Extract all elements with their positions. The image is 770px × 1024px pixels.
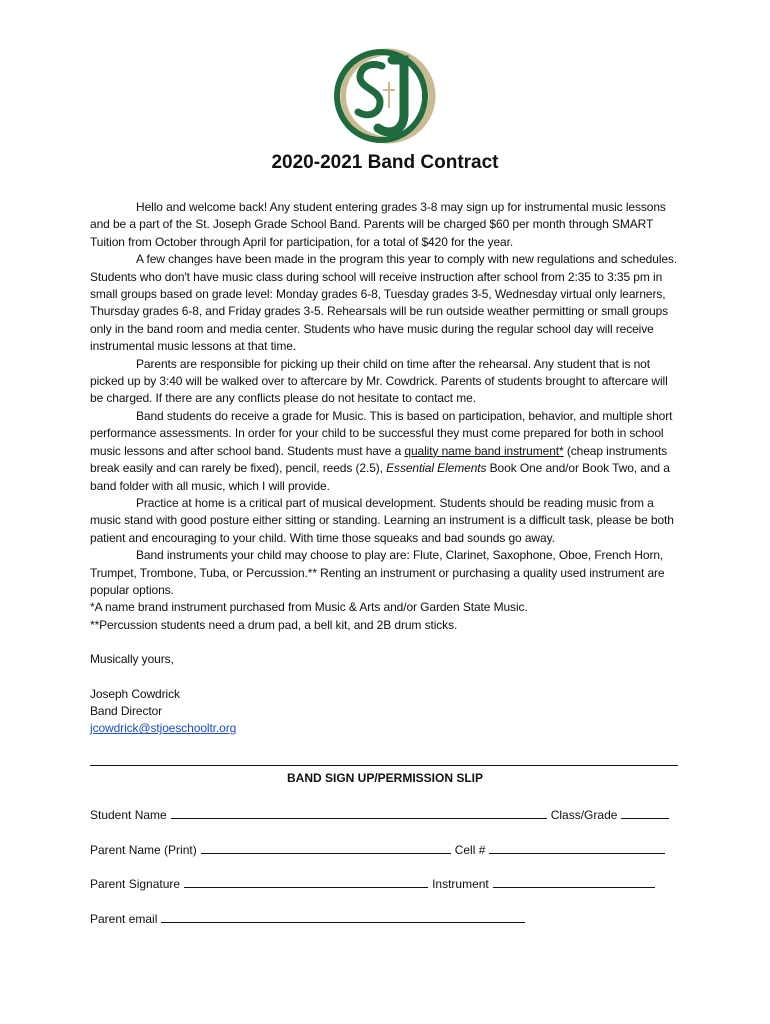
class-grade-field[interactable] [621, 806, 669, 819]
grading-text-b: (cheap instruments break easily and can rarely be fixed), pencil, reeds (2.5), [90, 443, 668, 476]
paragraph-welcome: Hello and welcome back! Any student entering grades 3-8 may sign up for instrumental music lessons and be a part of the St. Joseph Grade School Band. Parents will be charged $60 per month through SMART Tuition from October through April for participation, for a total of $420 for the year. [90, 200, 666, 249]
signoff: Musically yours, [90, 652, 174, 667]
signature-name: Joseph Cowdrick [90, 686, 180, 701]
grading-text-a: Band students do receive a grade for Music. This is based on participation, behavior, and multiple short performance assessments. In order for your child to be successful they must come prepared for both in school music lessons and after school band. Students must have a [90, 408, 673, 458]
email-link[interactable]: jcowdrick@stjoeschooltr.org [90, 721, 237, 736]
class-grade-label: Class/Grade [550, 808, 618, 822]
parent-name-label: Parent Name (Print) [90, 843, 197, 857]
cut-line-divider [90, 765, 678, 766]
instrument-label: Instrument [432, 877, 489, 891]
paragraph-pickup: Parents are responsible for picking up their child on time after the rehearsal. Any student that is not picked up by 3:40 will be walked over to aftercare by Mr. Cowdrick. Parents of students brought to aftercare will be charged. If there are any conflicts please do not hesitate to contact me. [90, 356, 668, 406]
quality-instrument-underline: quality name band instrument* [404, 443, 564, 458]
page-title: 2020-2021 Band Contract [271, 152, 499, 173]
school-logo [332, 44, 438, 150]
signature-row [90, 875, 680, 891]
paragraph-changes: A few changes have been made in the program this year to comply with new regulations and schedules. Students who don't have music class during school will receive instruction after school from 2:35 to 3:35 pm in small groups based on grade level: Monday grades 6-8, Tuesday grades 3-5, Wednesday virtual only learners, Thursday grades 6-8, and Friday grades 3-5. Rehearsals will be run outside weather permitting or small groups only in the band room and media center. Students who have music during the regular school day will receive instrumental music lessons at that time. [90, 252, 678, 354]
email-row [90, 910, 680, 926]
student-row [90, 806, 680, 822]
essential-elements-title: Essential Elements [386, 461, 487, 476]
parent-signature-label: Parent Signature [90, 877, 181, 891]
grading-text-c: Book One and/or Book Two, and a band folder with all music, which I will provide. [90, 461, 670, 493]
letter-body [90, 199, 682, 738]
signature-role: Band Director [90, 703, 163, 718]
parent-signature-field[interactable] [184, 875, 428, 888]
parent-name-row [90, 841, 680, 857]
footnote-brand: *A name brand instrument purchased from Music & Arts and/or Garden State Music. [90, 600, 528, 615]
student-name-label: Student Name [90, 808, 167, 822]
signature-email-line [90, 720, 682, 737]
student-name-field[interactable] [171, 806, 547, 819]
paragraph-grading [90, 408, 682, 495]
parent-name-field[interactable] [201, 841, 451, 854]
parent-email-field[interactable] [161, 910, 525, 923]
paragraph-instruments: Band instruments your child may choose to play are: Flute, Clarinet, Saxophone, Oboe, French Horn, Trumpet, Trombone, Tuba, or Percussion.** Renting an instrument or purchasing a quality used instrument are popular options. [90, 548, 665, 597]
paragraph-practice: Practice at home is a critical part of musical development. Students should be reading music from a music stand with good posture either sitting or standing. Learning an instrument is a difficult task, please be both patient and encouraging to your child. With time those squeaks and bad sounds go away. [90, 495, 674, 545]
cell-label: Cell # [454, 843, 486, 857]
slip-title: BAND SIGN UP/PERMISSION SLIP [286, 771, 484, 785]
parent-email-label: Parent email [90, 912, 158, 926]
logo-inner [346, 58, 422, 134]
cell-field[interactable] [489, 841, 665, 854]
footnote-percussion: **Percussion students need a drum pad, a bell kit, and 2B drum sticks. [90, 617, 458, 632]
instrument-field[interactable] [493, 875, 655, 888]
